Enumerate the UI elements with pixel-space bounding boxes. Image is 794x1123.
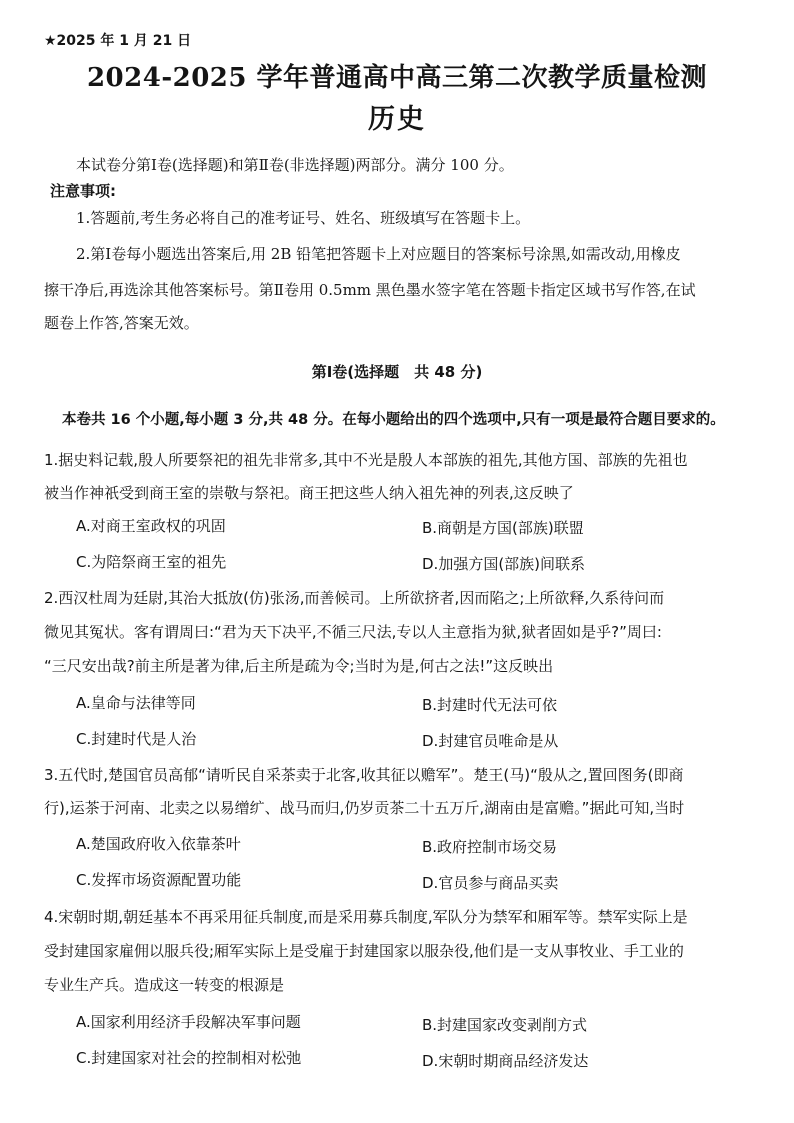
notice-item-2-line-3: 题卷上作答,答案无效。 [44,314,199,332]
question-4-option-b: B.封建国家改变剥削方式 [422,1016,588,1034]
question-4-option-c: C.封建国家对社会的控制相对松弛 [76,1049,302,1067]
question-4-option-a: A.国家利用经济手段解决军事问题 [76,1013,301,1031]
exam-title: 2024-2025 学年普通高中高三第二次教学质量检测 [86,63,708,93]
exam-subject: 历史 [368,104,426,135]
question-1-stem-line-1: 1.据史料记载,殷人所要祭祀的祖先非常多,其中不光是殷人本部族的祖先,其他方国、部族的先祖也 [44,451,688,469]
notice-item-2-line-2: 擦干净后,再选涂其他答案标号。第Ⅱ卷用 0.5mm 黑色墨水签字笔在答题卡指定区域书写作答,在试 [44,281,696,299]
question-3-option-d: D.官员参与商品买卖 [422,874,559,892]
question-4-stem-line-3: 专业生产兵。造成这一转变的根源是 [44,976,285,994]
question-4-option-d: D.宋朝时期商品经济发达 [422,1052,589,1070]
notice-item-1: 1.答题前,考生务必将自己的准考证号、姓名、班级填写在答题卡上。 [76,209,531,227]
section-instruction: 本卷共 16 个小题,每小题 3 分,共 48 分。在每小题给出的四个选项中,只有一项是最符合题目要求的。 [62,412,725,428]
question-1-option-c: C.为陪祭商王室的祖先 [76,553,227,571]
notice-heading: 注意事项: [50,182,116,200]
question-3-stem-line-1: 3.五代时,楚国官员高郁“请听民自采茶卖于北客,收其征以赡军”。楚王(马)“殷从之,置回图务(即商 [44,766,684,784]
question-1-option-b: B.商朝是方国(部族)联盟 [422,519,584,537]
question-4-stem-line-1: 4.宋朝时期,朝廷基本不再采用征兵制度,而是采用募兵制度,军队分为禁军和厢军等。禁军实际上是 [44,908,688,926]
question-2-stem-line-3: “三尺安出哉?前主所是著为律,后主所是疏为令;当时为是,何古之法!”这反映出 [44,657,554,675]
paper-parts-text: 本试卷分第Ⅰ卷(选择题)和第Ⅱ卷(非选择题)两部分。满分 100 分。 [76,156,514,174]
question-2-stem-line-2: 微见其冤状。客有谓周曰:“君为天下决平,不循三尺法,专以人主意指为狱,狱者固如是乎?”周曰: [44,623,662,641]
notice-item-2-line-1: 2.第Ⅰ卷每小题选出答案后,用 2B 铅笔把答题卡上对应题目的答案标号涂黑,如需改动,用橡皮 [76,245,681,263]
question-2-option-b: B.封建时代无法可依 [422,696,558,714]
question-1-option-d: D.加强方国(部族)间联系 [422,555,586,573]
question-3-option-b: B.政府控制市场交易 [422,838,558,856]
question-4-stem-line-2: 受封建国家雇佣以服兵役;厢军实际上是受雇于封建国家以服杂役,他们是一支从事牧业、手工业的 [44,942,684,960]
question-2-option-a: A.皇命与法律等同 [76,694,196,712]
question-3-option-c: C.发挥市场资源配置功能 [76,871,242,889]
question-1-stem-line-2: 被当作神祇受到商王室的崇敬与祭祀。商王把这些人纳入祖先神的列表,这反映了 [44,484,574,502]
question-3-stem-line-2: 行),运茶于河南、北卖之以易缯纩、战马而归,仍岁贡茶二十五万斤,湖南由是富赡。”据此可知,当时 [44,799,685,817]
question-2-stem-line-1: 2.西汉杜周为廷尉,其治大抵放(仿)张汤,而善候司。上所欲挤者,因而陷之;上所欲释,久系待问而 [44,589,665,607]
question-2-option-d: D.封建官员唯命是从 [422,732,559,750]
exam-date: ★2025 年 1 月 21 日 [44,33,192,49]
question-2-option-c: C.封建时代是人治 [76,730,197,748]
question-1-option-a: A.对商王室政权的巩固 [76,517,226,535]
question-3-option-a: A.楚国政府收入依靠茶叶 [76,835,241,853]
section-title: 第Ⅰ卷(选择题 共 48 分) [311,363,483,381]
